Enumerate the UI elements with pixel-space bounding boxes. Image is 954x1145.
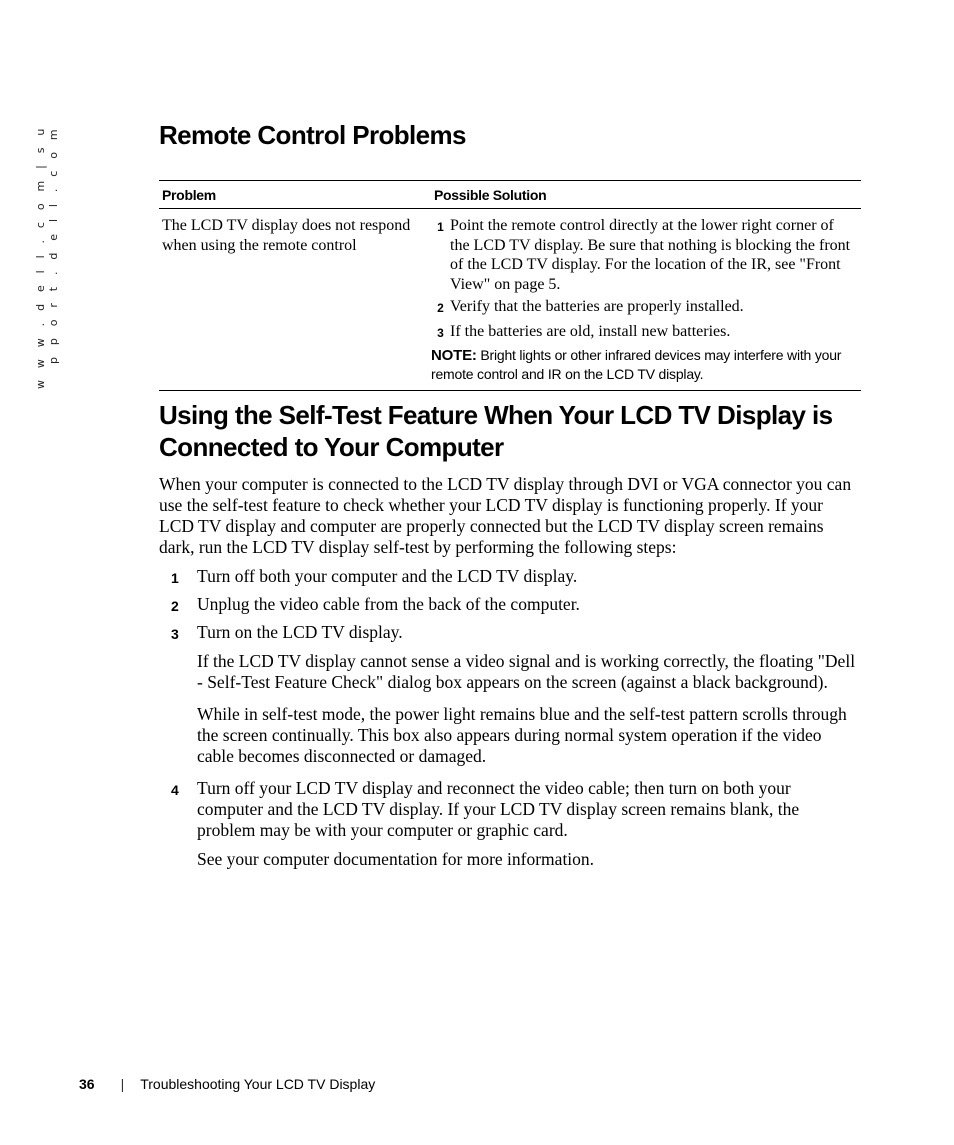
header-possible-solution: Possible Solution (434, 186, 547, 203)
note-label: NOTE: (431, 347, 477, 364)
step-text: Turn off your LCD TV display and reconnect the video cable; then turn on both your computer and the LCD TV display. If your LCD TV display screen remains blank, the problem may be with your computer or graphic card. (197, 778, 800, 840)
solution-step-text: Verify that the batteries are properly installed. (450, 298, 744, 315)
page-footer (79, 1076, 375, 1092)
list-item (159, 594, 859, 617)
step-number: 2 (171, 598, 179, 614)
solution-step-text: Point the remote control directly at the lower right corner of the LCD TV display. Be sure that nothing is blocking the front of the LCD TV display. For the location of the IR, see "Front View" on page 5. (450, 217, 851, 293)
step-text: Turn off both your computer and the LCD TV display. (197, 566, 578, 586)
step-text: Turn on the LCD TV display. (197, 622, 403, 642)
solution-step-text: If the batteries are old, install new batteries. (450, 322, 731, 340)
list-item (159, 622, 859, 645)
solution-step-number: 2 (437, 301, 444, 315)
solution-step (431, 216, 861, 294)
table-header (159, 181, 861, 209)
problem-cell: The LCD TV display does not respond when using the remote control (162, 217, 411, 254)
header-problem: Problem (162, 186, 216, 203)
chapter-title: Troubleshooting Your LCD TV Display (140, 1076, 376, 1092)
note-text: Bright lights or other infrared devices may interfere with your remote control and IR on the LCD TV display. (431, 347, 842, 382)
solution-step-number: 3 (437, 325, 444, 340)
section-title-self-test: Using the Self-Test Feature When Your LCD TV Display is Connected to Your Computer (159, 400, 833, 462)
step-number: 3 (171, 626, 179, 642)
intro-paragraph: When your computer is connected to the LCD TV display through DVI or VGA connector you can use the self-test feature to check whether your LCD TV display is functioning properly. If your LCD TV display and computer are properly connected but the LCD TV display screen remains dark, run the LCD TV display self-test by performing the following steps: (159, 474, 852, 557)
note (431, 346, 861, 384)
step3-detail-paragraph: If the LCD TV display cannot sense a video signal and is working correctly, the floating "Dell - Self-Test Feature Check" dialog box appears on the screen (against a black background). (197, 651, 856, 692)
solution-step (431, 322, 861, 344)
footer-separator: | (120, 1076, 125, 1092)
table-row (159, 209, 861, 390)
list-item (159, 778, 859, 841)
section-title-remote-control: Remote Control Problems (159, 120, 466, 150)
solution-cell (431, 216, 861, 384)
step-number: 4 (171, 782, 179, 798)
step3-detail-paragraph: While in self-test mode, the power light remains blue and the self-test pattern scrolls through the screen continually. This box also appears during normal system operation if the video cable becomes disconnected or damaged. (197, 704, 847, 766)
page-number: 36 (79, 1076, 95, 1092)
step-number: 1 (171, 570, 179, 586)
side-url-text: w w w . d e l l . c o m | s u p p o r t . d e l l . c o m (34, 125, 60, 390)
remote-control-problems-table (159, 180, 861, 391)
solution-step (431, 297, 861, 319)
step4-detail-paragraph: See your computer documentation for more information. (197, 849, 595, 869)
solution-step-number: 1 (437, 220, 444, 234)
list-item (159, 566, 859, 589)
step-text: Unplug the video cable from the back of the computer. (197, 594, 580, 614)
